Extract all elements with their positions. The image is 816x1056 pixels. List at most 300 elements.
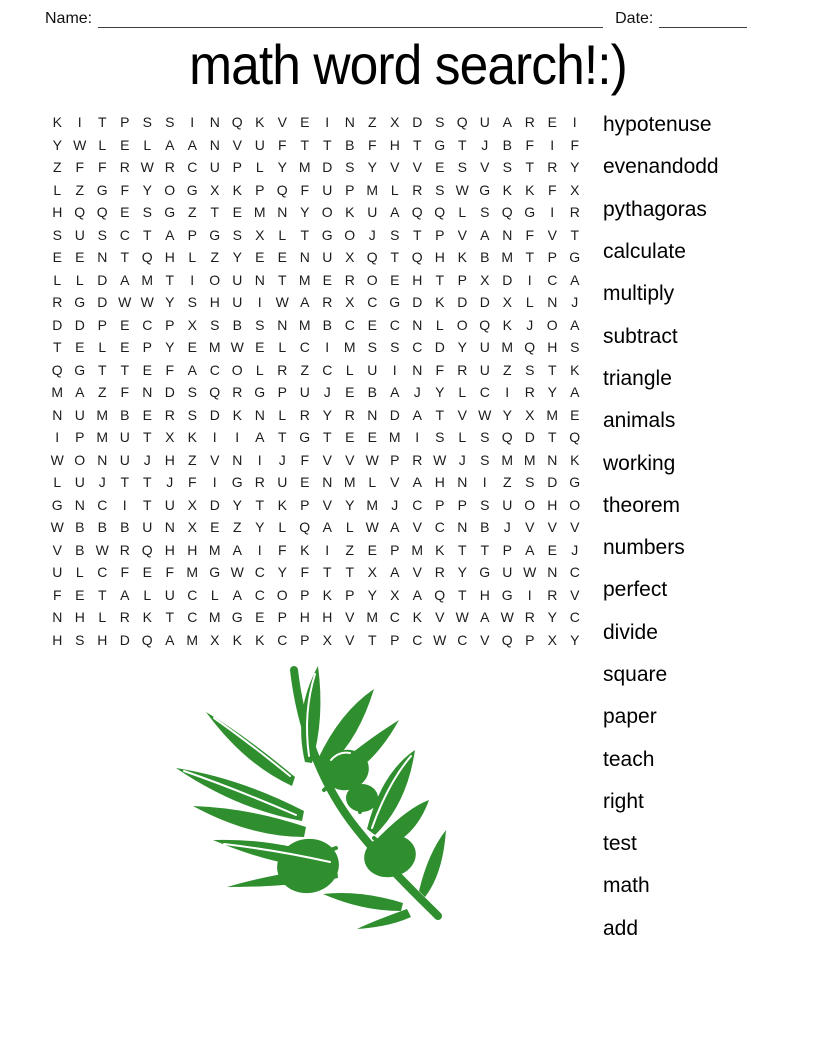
grid-letter: S [435,114,445,131]
grid-letter: V [570,586,580,603]
grid-letter: B [502,136,512,153]
grid-letter: E [547,541,557,558]
grid-letter: K [525,181,535,198]
grid-letter: T [142,429,152,446]
grid-letter: F [75,159,85,176]
grid-letter: P [300,496,310,513]
grid-letter: E [390,271,400,288]
grid-letter: Q [456,114,468,131]
grid-letter: E [232,204,242,221]
grid-letter: I [527,586,532,603]
grid-letter: M [96,406,109,423]
grid-letter: G [434,136,446,153]
grid-letter: M [51,384,64,401]
grid-letter: A [322,519,332,536]
grid-letter: P [457,271,467,288]
grid-letter: V [457,406,467,423]
grid-letter: S [457,159,467,176]
grid-letter: K [255,114,265,131]
grid-letter: L [75,564,84,581]
grid-letter: N [367,406,378,423]
grid-letter: P [457,496,467,513]
grid-letter: H [434,249,445,266]
grid-letter: E [142,361,152,378]
grid-letter: U [502,564,513,581]
grid-letter: N [457,474,468,491]
grid-letter: D [52,316,63,333]
grid-letter: S [345,159,355,176]
grid-letter: T [300,136,310,153]
grid-letter: T [457,586,467,603]
grid-letter: W [365,519,379,536]
grid-letter: P [277,609,287,626]
grid-letter: X [165,429,175,446]
grid-letter: F [525,226,535,243]
grid-letter: M [298,316,311,333]
grid-letter: I [212,429,217,446]
grid-letter: R [119,609,130,626]
grid-letter: V [390,474,400,491]
grid-letter: B [367,384,377,401]
grid-letter: N [412,361,423,378]
grid-letter: L [368,474,377,491]
grid-letter: I [257,294,262,311]
grid-letter: J [503,519,511,536]
grid-letter: M [411,541,424,558]
grid-letter: E [120,136,130,153]
grid-letter: K [570,361,580,378]
grid-letter: V [345,631,355,648]
grid-letter: L [458,384,467,401]
grid-letter: Y [255,519,265,536]
grid-letter: Y [277,159,287,176]
grid-letter: T [525,249,535,266]
word-list-item: perfect [603,578,668,602]
grid-letter: S [570,339,580,356]
grid-letter: S [435,429,445,446]
word-list-item: right [603,789,644,813]
grid-letter: I [212,474,217,491]
grid-letter: T [142,496,152,513]
grid-letter: C [412,339,423,356]
grid-letter: K [300,541,310,558]
word-list-item: add [603,916,639,940]
grid-letter: R [547,159,558,176]
grid-letter: X [187,519,197,536]
grid-letter: Z [187,204,197,221]
grid-letter: L [345,519,354,536]
grid-letter: W [500,609,514,626]
grid-letter: H [389,136,400,153]
grid-letter: T [390,249,400,266]
grid-letter: M [501,249,514,266]
word-list-item: pythagoras [603,197,707,221]
grid-letter: P [345,586,355,603]
grid-letter: J [571,294,579,311]
grid-letter: M [298,271,311,288]
grid-letter: C [187,609,198,626]
grid-letter: J [278,451,286,468]
grid-letter: F [277,136,287,153]
grid-letter: V [480,631,490,648]
grid-letter: G [479,181,491,198]
grid-letter: I [190,271,195,288]
grid-letter: Q [569,429,581,446]
name-label: Name: [45,10,93,27]
grid-letter: E [120,204,130,221]
grid-letter: Z [232,519,242,536]
grid-letter: T [277,429,287,446]
grid-letter: R [254,474,265,491]
grid-letter: J [143,451,151,468]
grid-letter: M [208,339,221,356]
word-list-item: animals [603,409,676,433]
grid-letter: N [97,249,108,266]
grid-letter: I [550,136,555,153]
word-list-item: test [603,832,637,856]
grid-letter: D [457,294,468,311]
grid-letter: F [367,136,377,153]
grid-letter: Q [434,204,446,221]
grid-letter: G [569,249,581,266]
grid-letter: H [164,249,175,266]
grid-letter: P [75,429,85,446]
grid-letter: G [231,609,243,626]
grid-letter: V [345,609,355,626]
grid-letter: V [390,159,400,176]
grid-letter: Y [345,496,355,513]
grid-letter: L [98,136,107,153]
grid-letter: I [257,541,262,558]
olive-branch-icon [166,658,446,936]
grid-letter: R [344,406,355,423]
grid-letter: S [187,406,197,423]
grid-letter: Z [300,361,310,378]
grid-letter: J [323,384,331,401]
word-list-item: triangle [603,366,672,390]
grid-letter: H [434,474,445,491]
grid-letter: A [412,586,422,603]
grid-letter: E [210,519,220,536]
grid-letter: K [502,181,512,198]
grid-letter: M [208,541,221,558]
grid-letter: Y [570,159,580,176]
grid-letter: W [433,451,447,468]
grid-letter: N [322,474,333,491]
grid-letter: R [412,181,423,198]
grid-letter: T [322,564,332,581]
grid-letter: P [300,586,310,603]
grid-letter: N [277,316,288,333]
grid-letter: E [142,564,152,581]
grid-letter: L [143,136,152,153]
grid-letter: C [187,586,198,603]
grid-letter: C [119,226,130,243]
grid-letter: V [322,496,332,513]
grid-letter: X [480,271,490,288]
grid-letter: T [547,429,557,446]
grid-letter: P [502,541,512,558]
grid-letter: E [367,316,377,333]
grid-letter: E [120,316,130,333]
grid-letter: E [187,339,197,356]
grid-letter: P [435,226,445,243]
grid-letter: Y [547,384,557,401]
grid-letter: B [232,316,242,333]
grid-letter: C [569,609,580,626]
grid-letter: A [502,114,512,131]
grid-letter: S [525,361,535,378]
grid-letter: B [480,519,490,536]
grid-letter: D [547,474,558,491]
grid-letter: T [547,361,557,378]
grid-letter: Y [232,496,242,513]
grid-letter: Z [367,114,377,131]
grid-letter: T [457,136,467,153]
grid-letter: H [547,496,558,513]
grid-letter: U [277,474,288,491]
grid-letter: H [164,541,175,558]
grid-letter: M [253,204,266,221]
grid-letter: W [275,294,289,311]
grid-letter: Y [367,159,377,176]
grid-letter: Y [457,339,467,356]
date-label: Date: [615,10,654,27]
grid-letter: D [209,406,220,423]
grid-letter: X [345,294,355,311]
grid-letter: K [52,114,62,131]
grid-letter: U [164,586,175,603]
grid-letter: S [142,204,152,221]
grid-letter: J [98,474,106,491]
grid-letter: N [412,316,423,333]
grid-letter: U [74,406,85,423]
grid-letter: W [365,451,379,468]
grid-letter: P [435,496,445,513]
grid-letter: S [502,159,512,176]
grid-letter: T [255,496,265,513]
grid-letter: E [52,249,62,266]
grid-letter: N [502,226,513,243]
grid-letter: B [120,406,130,423]
grid-letter: E [367,429,377,446]
grid-letter: A [480,609,490,626]
grid-letter: G [209,226,221,243]
grid-letter: E [75,339,85,356]
grid-letter: W [50,519,64,536]
grid-letter: A [525,541,535,558]
grid-letter: N [254,406,265,423]
grid-letter: Q [501,204,513,221]
grid-letter: A [390,519,400,536]
grid-letter: T [322,429,332,446]
grid-letter: N [299,249,310,266]
grid-letter: T [570,226,580,243]
grid-letter: W [523,564,537,581]
grid-letter: R [547,586,558,603]
grid-letter: M [141,271,154,288]
grid-letter: E [255,339,265,356]
grid-letter: T [457,541,467,558]
grid-letter: R [322,294,333,311]
grid-letter: T [120,249,130,266]
grid-letter: C [299,339,310,356]
grid-letter: R [119,159,130,176]
grid-letter: C [367,294,378,311]
grid-letter: D [164,384,175,401]
grid-letter: I [415,429,420,446]
grid-letter: L [53,474,62,491]
grid-letter: Y [570,631,580,648]
grid-letter: L [278,406,287,423]
grid-letter: C [389,316,400,333]
grid-letter: R [232,384,243,401]
grid-letter: T [120,474,130,491]
grid-letter: K [345,204,355,221]
grid-letter: U [209,159,220,176]
grid-letter: M [501,451,514,468]
grid-letter: G [74,361,86,378]
grid-letter: G [96,181,108,198]
grid-letter: S [187,384,197,401]
grid-letter: E [255,609,265,626]
grid-letter: A [570,316,580,333]
grid-letter: D [479,294,490,311]
grid-letter: V [570,519,580,536]
grid-letter: S [210,316,220,333]
grid-letter: Y [322,406,332,423]
grid-letter: S [255,316,265,333]
grid-letter: L [458,204,467,221]
grid-letter: R [164,159,175,176]
grid-letter: A [232,541,242,558]
word-list-item: subtract [603,324,678,348]
grid-letter: W [140,294,154,311]
grid-letter: X [187,316,197,333]
grid-letter: E [300,474,310,491]
name-write-line [98,9,603,28]
grid-letter: J [391,496,399,513]
grid-letter: B [97,519,107,536]
grid-letter: Z [187,451,197,468]
grid-letter: V [525,519,535,536]
grid-letter: P [97,316,107,333]
grid-letter: Y [547,609,557,626]
grid-letter: M [186,564,199,581]
grid-letter: T [345,564,355,581]
grid-letter: Z [97,384,107,401]
grid-letter: H [479,586,490,603]
grid-letter: D [524,429,535,446]
grid-letter: D [322,159,333,176]
grid-letter: X [525,406,535,423]
grid-letter: C [389,609,400,626]
grid-letter: Z [502,361,512,378]
grid-letter: U [74,474,85,491]
grid-letter: E [75,586,85,603]
grid-letter: P [142,339,152,356]
grid-letter: Q [74,204,86,221]
grid-letter: A [412,474,422,491]
grid-letter: U [52,564,63,581]
grid-letter: E [120,339,130,356]
grid-letter: E [142,406,152,423]
grid-letter: F [165,564,175,581]
grid-letter: N [277,204,288,221]
grid-letter: L [345,361,354,378]
grid-letter: S [142,114,152,131]
grid-letter: V [277,114,287,131]
grid-letter: U [502,496,513,513]
grid-letter: V [412,564,422,581]
grid-letter: Q [434,586,446,603]
grid-letter: V [52,541,62,558]
word-list-item: multiply [603,282,675,306]
grid-letter: U [142,519,153,536]
grid-letter: U [299,384,310,401]
grid-letter: H [547,339,558,356]
grid-letter: D [74,316,85,333]
grid-letter: I [505,384,510,401]
grid-letter: W [230,564,244,581]
grid-letter: O [231,361,243,378]
grid-letter: E [547,114,557,131]
grid-letter: C [97,496,108,513]
grid-letter: Q [501,631,513,648]
grid-letter: M [366,496,379,513]
grid-letter: X [187,496,197,513]
grid-letter: W [95,541,109,558]
grid-letter: I [190,114,195,131]
grid-letter: L [278,339,287,356]
grid-letter: T [97,586,107,603]
grid-letter: G [209,564,221,581]
grid-letter: M [208,609,221,626]
grid-letter: V [412,519,422,536]
grid-letter: W [433,631,447,648]
grid-letter: G [389,294,401,311]
grid-letter: P [255,181,265,198]
grid-letter: P [300,631,310,648]
grid-letter: U [479,114,490,131]
grid-letter: I [392,361,397,378]
grid-letter: G [299,429,311,446]
grid-letter: Q [231,114,243,131]
grid-letter: J [166,474,174,491]
grid-letter: O [74,451,86,468]
grid-letter: C [344,316,355,333]
grid-letter: A [390,204,400,221]
grid-letter: F [300,451,310,468]
grid-letter: G [501,586,513,603]
grid-letter: P [120,114,130,131]
grid-letter: I [527,271,532,288]
grid-letter: T [412,136,422,153]
grid-letter: Q [51,361,63,378]
grid-letter: H [412,271,423,288]
grid-letter: C [322,361,333,378]
grid-letter: A [390,384,400,401]
grid-letter: K [457,249,467,266]
grid-letter: V [547,519,557,536]
grid-letter: P [232,159,242,176]
grid-letter: M [546,406,559,423]
grid-letter: Q [299,519,311,536]
grid-letter: G [51,496,63,513]
word-list-item: theorem [603,493,681,517]
grid-letter: I [325,114,330,131]
grid-letter: Q [141,249,153,266]
